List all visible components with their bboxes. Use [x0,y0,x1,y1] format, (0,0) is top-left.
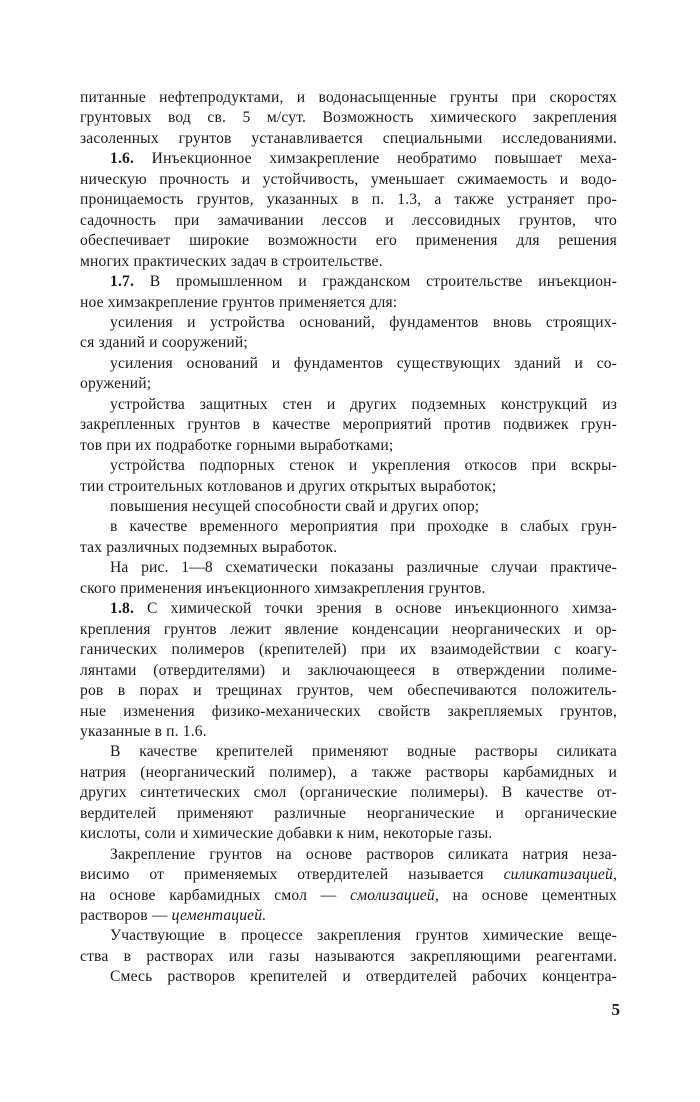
line-text: тов при их подработке горными выработками; [80,436,394,454]
line-text: усиления оснований и фундаментов существующих зданий и со- [110,354,617,372]
line-text: проницаемость грунтов, указанных в п. 1.3, а также устраняет про- [80,191,617,209]
line-text: растворов — [80,907,172,924]
text-line [110,558,617,578]
line-text: ническую прочность и устойчивость, уменьшает сжимаемость и водо- [80,170,617,188]
text-line [80,108,617,128]
text-line [80,211,617,231]
text-line [80,783,617,803]
text-line [80,865,617,885]
text-line [80,415,617,435]
text-line [80,190,617,210]
line-text: ное химзакрепление грунтов применяется для: [80,293,398,311]
text-line [80,681,617,701]
text-line [80,538,617,558]
text-line [80,231,617,251]
line-text: обеспечивает широкие возможности его применения для решения [80,232,617,250]
line-text: ные изменения физико-механических свойств закрепляемых грунтов, [80,702,617,720]
line-text: устройства защитных стен и других подземных конструкций из [110,395,617,413]
text-line [80,88,617,108]
line-text-tail: на основе цементных [438,886,617,904]
line-text: На рис. 1—8 схематически показаны различные случаи практиче- [110,559,617,577]
line-text: оружений; [80,375,152,393]
text-line [110,456,617,476]
text-line [110,926,617,946]
text-line [110,149,617,169]
text-line [80,620,617,640]
line-text: тах различных подземных выработок. [80,538,338,556]
line-text: садочность при замачивании лессов и лессовидных грунтов, что [80,211,617,229]
line-text: вердителей применяют различные неорганические и органические [80,804,617,822]
line-text: повышения несущей способности свай и других опор; [110,498,480,515]
italic-term: силикатизацией, [503,866,617,884]
line-text: лянтами (отвердителями) и заключающееся в отверждении полиме- [80,661,617,679]
line-text: закрепленных грунтов в качестве мероприятий против подвижек грун- [80,416,617,434]
line-text: ского применения инъекционного химзакрепления грунтов. [80,579,486,597]
text-line [80,333,617,353]
line-text: других синтетических смол (органические полимеры). В качестве от- [80,784,617,802]
section-number: 1.8. [110,600,134,618]
line-text: грунтовых вод св. 5 м/сут. Возможность химического закрепления [80,109,617,127]
line-text: устройства подпорных стенок и укрепления откосов при вскры- [110,457,617,475]
text-line [110,599,617,619]
italic-term: цементацией. [171,907,267,924]
text-line [110,272,617,292]
line-text: питанные нефтепродуктами, и водонасыщенные грунты при скоростях [80,89,617,106]
text-line [80,293,617,313]
line-text: усиления и устройства оснований, фундаментов вновь строящих- [110,313,617,331]
section-number: 1.6. [110,150,134,168]
text-line [110,967,617,987]
line-text: на основе карбамидных смол — [80,886,351,904]
line-text: указанные в п. 1.6. [80,722,207,740]
line-text: Закрепление грунтов на основе растворов силиката натрия неза- [110,845,617,863]
line-text: кислоты, соли и химические добавки к ним, некоторые газы. [80,825,493,843]
text-line [80,374,617,394]
text-line [110,742,617,762]
text-line [80,252,617,272]
text-line [110,313,617,333]
line-text: Участвующие в процессе закрепления грунтов химические веще- [110,927,617,945]
text-line [80,477,617,497]
page-number: 5 [611,1000,620,1019]
text-line [110,395,617,415]
text-line [80,702,617,722]
line-text: ганических полимеров (крепителей) при их взаимодействии с коагу- [80,641,617,659]
text-line [80,661,617,681]
text-line [110,845,617,865]
line-text: В качестве крепителей применяют водные растворы силиката [110,743,617,761]
line-text: тии строительных котлованов и других открытых выработок; [80,477,497,495]
line-text: в качестве временного мероприятия при проходке в слабых грун- [110,518,617,536]
text-line [80,579,617,599]
text-line [80,170,617,190]
text-line [110,497,617,517]
text-line [80,824,617,844]
line-text: В промышленном и гражданском строительстве инъекцион- [134,273,617,291]
text-line [80,640,617,660]
text-line [80,804,617,824]
text-line [80,129,617,149]
line-text: крепления грунтов лежит явление конденсации неорганических и ор- [80,620,617,638]
line-text: ся зданий и сооружений; [80,334,248,352]
text-line [80,906,617,926]
text-line [80,886,617,906]
line-text: натрия (неорганический полимер), а также растворы карбамидных и [80,763,617,781]
text-line [80,722,617,742]
line-text: засоленных грунтов устанавливается специальными исследованиями. [80,129,617,147]
text-line [110,354,617,374]
line-text: ров в порах и трещинах грунтов, чем обеспечиваются положитель- [80,682,617,700]
line-text: С химической точки зрения в основе инъекционного химза- [134,600,617,618]
line-text: висимо от применяемых отвердителей называется [80,866,504,884]
text-line [80,436,617,456]
text-line [80,763,617,783]
line-text: Инъекционное химзакрепление необратимо повышает меха- [134,150,617,168]
line-text: многих практических задач в строительстве. [80,252,383,270]
line-text: ства в растворах или газы называются закрепляющими реагентами. [80,947,617,965]
line-text: Смесь растворов крепителей и отвердителей рабочих концентра- [110,968,617,986]
italic-term: смолизацией, [350,886,439,904]
section-number: 1.7. [110,273,134,291]
text-line [110,517,617,537]
text-line [80,947,617,967]
